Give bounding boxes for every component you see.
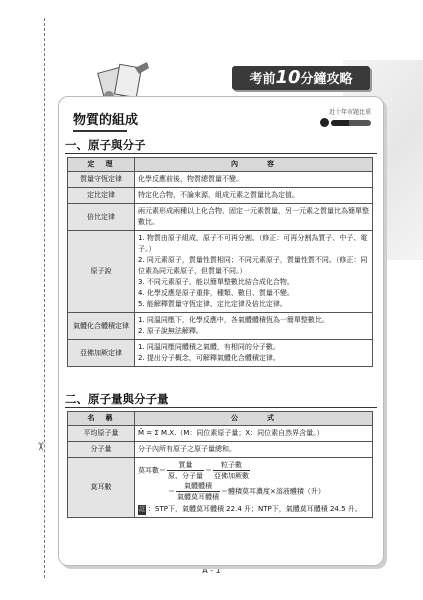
term-name: 莫耳數 — [68, 458, 135, 518]
table-row — [68, 188, 373, 204]
section-1-title: 一、原子與分子 — [65, 138, 146, 152]
table-row — [68, 204, 373, 231]
law-name: 定比定律 — [68, 188, 135, 204]
title-banner — [232, 66, 370, 90]
section-1-divider — [65, 153, 377, 154]
mass-table — [67, 411, 373, 518]
term-name: 分子量 — [68, 442, 135, 458]
trend-indicator — [320, 107, 371, 127]
banner-suffix: 分鐘攻略 — [300, 72, 353, 87]
term-name: 平均原子量 — [68, 426, 135, 442]
banner-prefix: 考前 — [249, 72, 276, 87]
law-content: 特定化合物，不論來源，組成元素之質量比為定值。 — [135, 188, 373, 204]
term-formula: M̄ = Σ M.X.（M：同位素原子量；X：同位素自然界含量。） — [135, 426, 373, 442]
page-number: A - 1 — [202, 566, 221, 575]
table-row — [68, 231, 373, 313]
law-content: 1. 物質由原子組成，原子不可再分割。（修正：可再分割為質子、中子、電子。） 2. 同元素原子，質量性質相同；不同元素原子，質量性質不同。（修正：同位素為同元素原子，但質量不同。） 3. 不同元素原子，能以簡單整數比結合成化合物。 4. 化學反應是原子重排，種類、數目、質量不變。 5. 能解釋質量守恆定律、定比定律及倍比定律。 — [135, 231, 373, 313]
table-row — [68, 340, 373, 367]
page-title: 物質的組成 — [73, 109, 138, 132]
laws-header-law: 定 理 — [68, 158, 135, 172]
laws-table — [67, 157, 373, 367]
trend-bar — [331, 120, 371, 126]
table-row — [68, 442, 373, 458]
note-icon: 註 — [139, 506, 146, 513]
laws-header-content: 內 容 — [135, 158, 373, 172]
cut-line — [44, 18, 45, 578]
table-row — [68, 426, 373, 442]
law-name: 倍比定律 — [68, 204, 135, 231]
law-name: 原子說 — [68, 231, 135, 313]
section-2-title: 二、原子量與分子量 — [65, 392, 169, 406]
fraction-particles: $\frac{\text{粒子數}}{\text{亞佛加厥數}}$ — [214, 461, 249, 480]
table-row — [68, 313, 373, 340]
law-content: 兩元素形成兩種以上化合物，固定一元素質量，另一元素之質量比為簡單整數比。 — [135, 204, 373, 231]
mole-formula: 莫耳數＝ $\frac{\text{質量}}{\text{原、分子量}}$ ＝ $\frac{\text{粒子數}}{\text{亞佛加厥數}}$ ＝ $\frac{\text{氣體體積}}{\text{氣體莫耳體積}}$ ＝體積莫耳濃度×溶液體積（升） 註 ：STP下，氣體莫耳體積 22.4 升；NTP下，氣體莫耳體積 24.5 升。 — [135, 458, 373, 518]
mass-header-formula: 公 式 — [135, 412, 373, 426]
fraction-mass: $\frac{\text{質量}}{\text{原、分子量}}$ — [168, 461, 203, 480]
law-content: 1. 同溫同壓下，化學反應中，各氣體體積恆為一簡單整數比。 2. 原子說無法解釋。 — [135, 313, 373, 340]
table-row — [68, 458, 373, 518]
trend-dot-icon — [320, 118, 329, 127]
mass-header-name: 名 稱 — [68, 412, 135, 426]
law-content: 1. 同溫同壓同體積之氣體，有相同的分子數。 2. 提出分子概念，可解釋氣體化合體積定律。 — [135, 340, 373, 367]
term-formula: 分子內所有原子之原子量總和。 — [135, 442, 373, 458]
law-content: 化學反應前後，物質總質量不變。 — [135, 172, 373, 188]
trend-bar-fill — [331, 120, 349, 126]
content-panel — [58, 96, 384, 566]
trend-label: 近十年市題比重 — [328, 109, 371, 116]
note-text: ：STP下，氣體莫耳體積 22.4 升；NTP下，氣體莫耳體積 24.5 升。 — [148, 505, 362, 513]
section-2-divider — [65, 407, 377, 408]
fraction-gas: $\frac{\text{氣體體積}}{\text{氣體莫耳體積}}$ — [177, 482, 219, 501]
scissors-icon: ✂ — [34, 441, 48, 452]
law-name: 亞佛加厥定律 — [68, 340, 135, 367]
law-name: 氣體化合體積定律 — [68, 313, 135, 340]
law-name: 質量守恆定律 — [68, 172, 135, 188]
table-row — [68, 172, 373, 188]
banner-number: 10 — [275, 67, 301, 88]
